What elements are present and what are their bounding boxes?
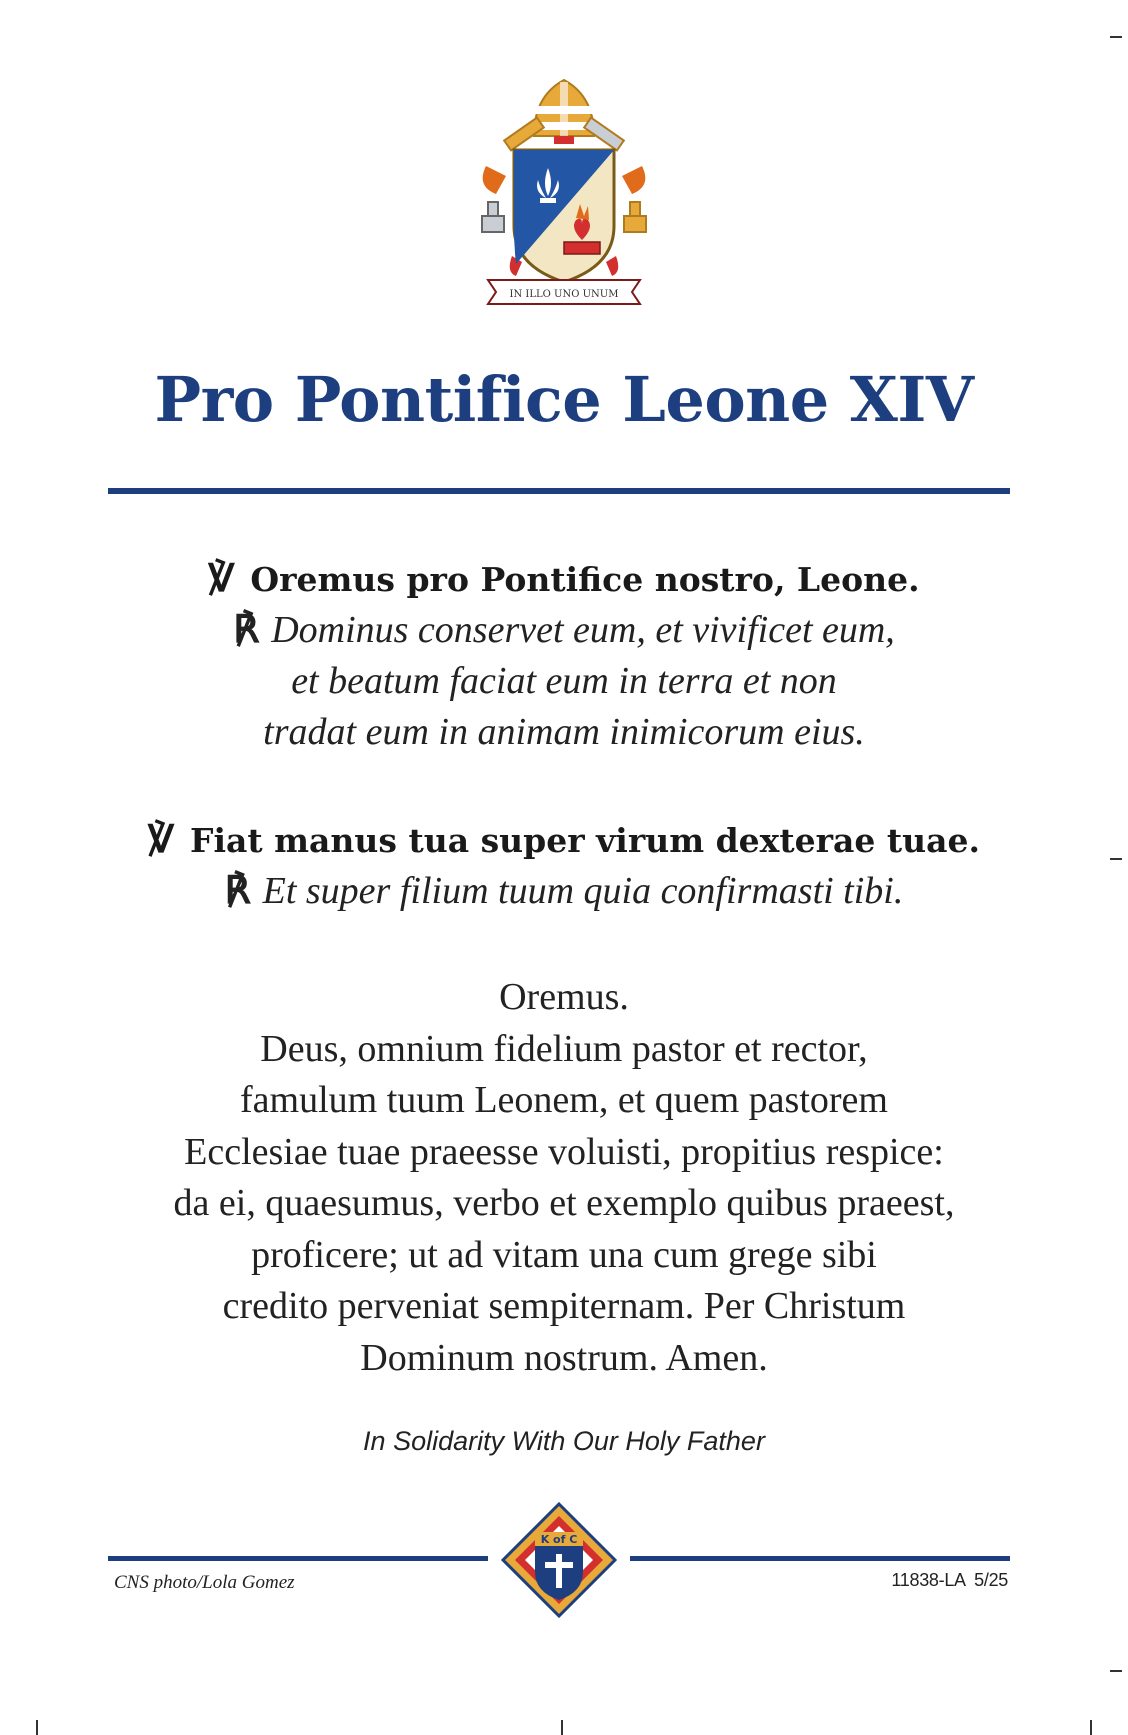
title-divider <box>108 488 1010 494</box>
prayer-line: Oremus. <box>499 976 629 1018</box>
versicle-text: Oremus pro Pontifice nostro, Leone. <box>250 560 920 599</box>
prayer-line: credito perveniat sempiternam. Per Christum <box>222 1285 906 1327</box>
papal-crest-icon <box>476 76 652 308</box>
solidarity-tagline: In Solidarity With Our Holy Father <box>363 1426 765 1456</box>
prayer-line: Ecclesiae tuae praeesse voluisti, propitius respice: <box>184 1130 944 1173</box>
crop-mark <box>1090 1720 1092 1735</box>
footer-rule-right <box>630 1556 1010 1561</box>
versicle-line <box>0 815 1128 866</box>
response-line <box>0 605 1128 656</box>
response-text: Et super filium tuum quia confirmasti tibi. <box>262 870 904 912</box>
prayer-line: Deus, omnium fidelium pastor et rector, <box>260 1027 868 1070</box>
response-symbol: ℟ <box>233 609 260 651</box>
prayer-body <box>0 972 1128 1384</box>
prayer-line: Dominum nostrum. Amen. <box>360 1336 768 1379</box>
response-line <box>0 866 1128 917</box>
document-code: 11838-LA 5/25 <box>891 1570 1008 1590</box>
versicle-text: Fiat manus tua super virum dexterae tuae. <box>190 821 980 860</box>
prayer-line: da ei, quaesumus, verbo et exemplo quibus praeest, <box>173 1182 955 1224</box>
response-line: et beatum faciat eum in terra et non <box>291 660 837 702</box>
page-title: Pro Pontifice Leone XIV <box>154 363 974 436</box>
response-symbol: ℟ <box>224 870 251 912</box>
kofc-emblem-text: K of C <box>540 1533 578 1546</box>
footer-rule-left <box>108 1556 488 1561</box>
versicle-line <box>0 554 1128 605</box>
versicle-symbol: ℣ <box>208 558 235 600</box>
crop-mark <box>1110 36 1122 38</box>
versicle-section-1 <box>0 554 1128 758</box>
crop-mark <box>1110 1670 1122 1672</box>
prayer-line: famulum tuum Leonem, et quem pastorem <box>240 1079 888 1121</box>
kofc-emblem-icon <box>501 1502 617 1618</box>
svg-text:IN ILLO UNO UNUM: IN ILLO UNO UNUM <box>509 289 619 300</box>
crop-mark <box>561 1720 563 1735</box>
response-line: tradat eum in animam inimicorum eius. <box>263 711 865 753</box>
versicle-section-2 <box>0 815 1128 917</box>
prayer-line: proficere; ut ad vitam una cum grege sibi <box>251 1233 877 1276</box>
crop-mark <box>36 1720 38 1735</box>
response-text: Dominus conservet eum, et vivificet eum, <box>271 609 895 651</box>
versicle-symbol: ℣ <box>148 819 175 861</box>
photo-credit: CNS photo/Lola Gomez <box>114 1572 295 1593</box>
